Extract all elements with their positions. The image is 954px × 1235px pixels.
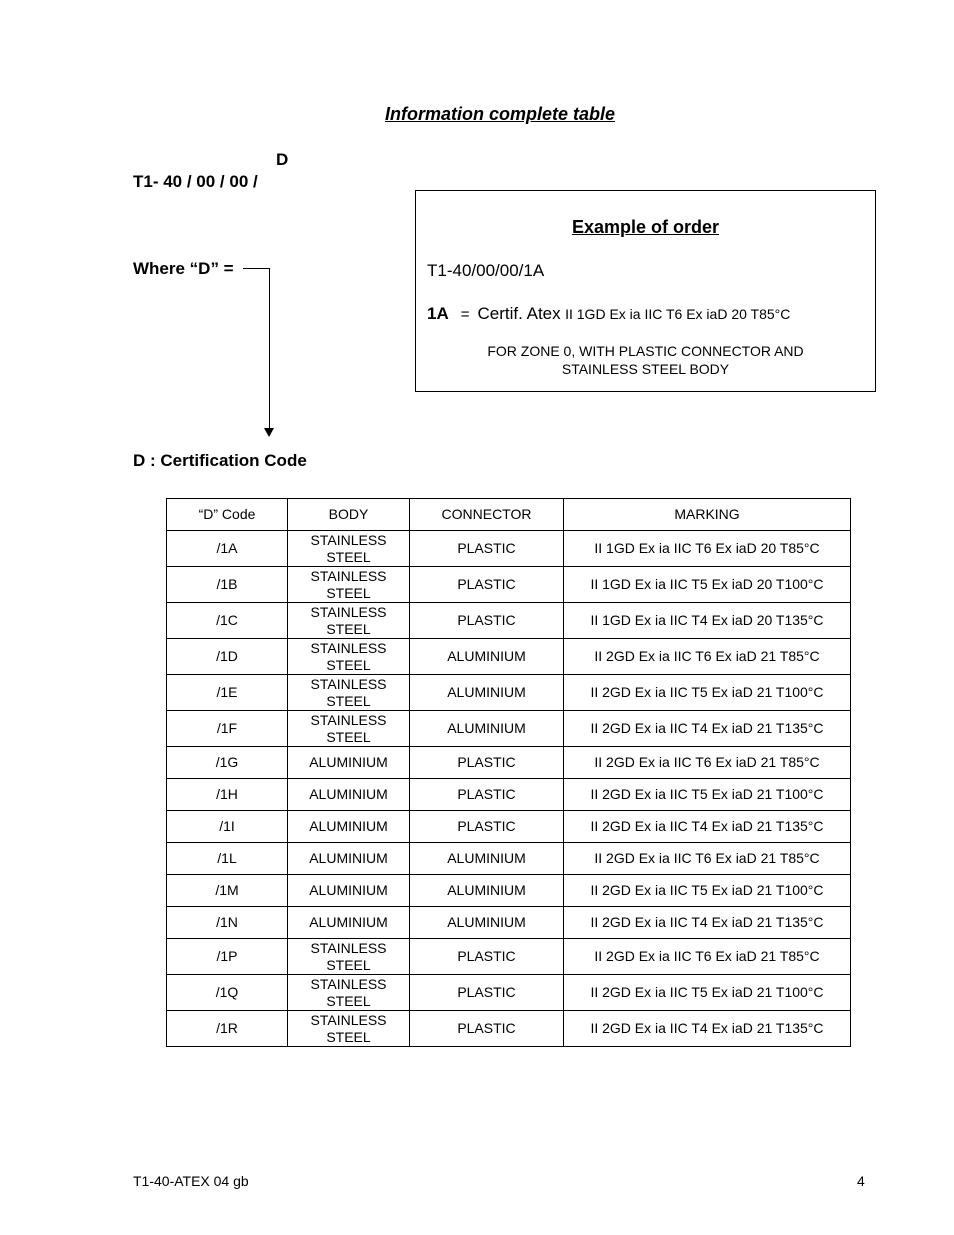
cell-code: /1H (167, 779, 288, 811)
cell-body (288, 603, 410, 639)
cell-code: /1A (167, 531, 288, 567)
cell-connector: PLASTIC (410, 567, 564, 603)
cell-body-line: ALUMINIUM (309, 818, 388, 834)
cell-body (288, 779, 410, 811)
table-row (167, 779, 851, 811)
cell-body-line: STEEL (326, 956, 371, 973)
cell-marking: II 1GD Ex ia IIC T4 Ex iaD 20 T135°C (564, 603, 851, 639)
cell-code: /1Q (167, 975, 288, 1011)
table-row (167, 811, 851, 843)
cell-connector: PLASTIC (410, 1011, 564, 1047)
table-row (167, 747, 851, 779)
cell-code: /1G (167, 747, 288, 779)
cell-code: /1M (167, 875, 288, 907)
cell-body-line: STAINLESS (310, 1011, 387, 1028)
cell-connector: PLASTIC (410, 939, 564, 975)
cell-marking: II 1GD Ex ia IIC T6 Ex iaD 20 T85°C (564, 531, 851, 567)
footer-doc-id: T1-40-ATEX 04 gb (133, 1173, 249, 1189)
code-letter: D (276, 150, 289, 169)
cell-connector: ALUMINIUM (410, 875, 564, 907)
order-description-line: STAINLESS STEEL BODY (561, 361, 730, 377)
cell-body-line: ALUMINIUM (309, 754, 388, 770)
order-example-line (427, 304, 790, 324)
cell-body-line: STEEL (326, 656, 371, 673)
table-row (167, 711, 851, 747)
cell-connector: PLASTIC (410, 779, 564, 811)
cell-body-line: STAINLESS (310, 975, 387, 992)
cell-marking: II 2GD Ex ia IIC T4 Ex iaD 21 T135°C (564, 711, 851, 747)
arrow-down-icon (264, 428, 274, 437)
cell-body (288, 675, 410, 711)
cell-connector: PLASTIC (410, 975, 564, 1011)
table-row (167, 603, 851, 639)
cell-code: /1R (167, 1011, 288, 1047)
cell-body (288, 639, 410, 675)
cell-body-line: STAINLESS (310, 675, 387, 692)
connector-line-vertical (269, 268, 270, 428)
cell-marking: II 2GD Ex ia IIC T4 Ex iaD 21 T135°C (564, 1011, 851, 1047)
cell-body (288, 875, 410, 907)
header-connector: CONNECTOR (410, 499, 564, 531)
cell-marking: II 2GD Ex ia IIC T6 Ex iaD 21 T85°C (564, 939, 851, 975)
cell-body (288, 843, 410, 875)
table-row (167, 531, 851, 567)
table-header-row (167, 499, 851, 531)
cell-body (288, 1011, 410, 1047)
cell-code: /1B (167, 567, 288, 603)
cell-body-line: STEEL (326, 584, 371, 601)
order-example-title: Example of order (571, 217, 720, 237)
table-row (167, 843, 851, 875)
order-marking: II 1GD Ex ia IIC T6 Ex iaD 20 T85°C (565, 306, 791, 322)
cell-code: /1P (167, 939, 288, 975)
connector-line-horizontal (243, 268, 270, 269)
cell-marking: II 2GD Ex ia IIC T6 Ex iaD 21 T85°C (564, 747, 851, 779)
cell-code: /1N (167, 907, 288, 939)
cell-code: /1L (167, 843, 288, 875)
certification-code-table (166, 498, 851, 1047)
cell-marking: II 2GD Ex ia IIC T5 Ex iaD 21 T100°C (564, 875, 851, 907)
cell-marking: II 2GD Ex ia IIC T5 Ex iaD 21 T100°C (564, 975, 851, 1011)
order-cert-label: Certif. Atex (477, 304, 561, 323)
cell-marking: II 2GD Ex ia IIC T6 Ex iaD 21 T85°C (564, 843, 851, 875)
order-equals: = (460, 306, 470, 323)
cell-marking: II 1GD Ex ia IIC T5 Ex iaD 20 T100°C (564, 567, 851, 603)
cell-connector: PLASTIC (410, 811, 564, 843)
cell-body-line: STEEL (326, 620, 371, 637)
cell-body-line: ALUMINIUM (309, 914, 388, 930)
cell-body (288, 567, 410, 603)
cell-connector: PLASTIC (410, 747, 564, 779)
cell-marking: II 2GD Ex ia IIC T6 Ex iaD 21 T85°C (564, 639, 851, 675)
cell-body-line: STAINLESS (310, 639, 387, 656)
cell-connector: PLASTIC (410, 531, 564, 567)
certification-heading: D : Certification Code (133, 451, 307, 470)
cell-code: /1E (167, 675, 288, 711)
cell-connector: ALUMINIUM (410, 907, 564, 939)
cell-body (288, 531, 410, 567)
cell-body-line: ALUMINIUM (309, 882, 388, 898)
cell-connector: PLASTIC (410, 603, 564, 639)
order-description-line: FOR ZONE 0, WITH PLASTIC CONNECTOR AND (487, 343, 804, 359)
cell-body (288, 711, 410, 747)
cell-body-line: STEEL (326, 992, 371, 1009)
cell-connector: ALUMINIUM (410, 843, 564, 875)
cell-body-line: STAINLESS (310, 711, 387, 728)
cell-body (288, 907, 410, 939)
cell-body (288, 811, 410, 843)
cell-body-line: STEEL (326, 548, 371, 565)
table-row (167, 975, 851, 1011)
order-example-code: T1-40/00/00/1A (427, 261, 545, 280)
order-description (416, 342, 875, 378)
cell-body-line: STAINLESS (310, 603, 387, 620)
code-pattern: T1- 40 / 00 / 00 / (133, 172, 258, 191)
table-row (167, 1011, 851, 1047)
cell-body (288, 975, 410, 1011)
cell-body (288, 939, 410, 975)
cell-body (288, 747, 410, 779)
header-body: BODY (288, 499, 410, 531)
table-row (167, 675, 851, 711)
cell-code: /1C (167, 603, 288, 639)
table-row (167, 939, 851, 975)
cell-body-line: ALUMINIUM (309, 786, 388, 802)
cell-body-line: STEEL (326, 1028, 371, 1045)
cell-connector: ALUMINIUM (410, 675, 564, 711)
cell-connector: ALUMINIUM (410, 711, 564, 747)
cell-code: /1D (167, 639, 288, 675)
footer-page-number: 4 (857, 1173, 865, 1189)
cell-body-line: STAINLESS (310, 567, 387, 584)
cell-body-line: STEEL (326, 692, 371, 709)
table-row (167, 567, 851, 603)
table-row (167, 907, 851, 939)
cell-body-line: STEEL (326, 728, 371, 745)
cell-marking: II 2GD Ex ia IIC T4 Ex iaD 21 T135°C (564, 811, 851, 843)
table-row (167, 875, 851, 907)
order-example-box (415, 190, 876, 392)
cell-connector: ALUMINIUM (410, 639, 564, 675)
cell-marking: II 2GD Ex ia IIC T4 Ex iaD 21 T135°C (564, 907, 851, 939)
order-key: 1A (427, 304, 449, 323)
cell-body-line: STAINLESS (310, 939, 387, 956)
header-marking: MARKING (564, 499, 851, 531)
where-label: Where “D” = (133, 259, 234, 278)
cell-code: /1I (167, 811, 288, 843)
cell-code: /1F (167, 711, 288, 747)
cell-marking: II 2GD Ex ia IIC T5 Ex iaD 21 T100°C (564, 779, 851, 811)
cell-body-line: ALUMINIUM (309, 850, 388, 866)
page-title: Information complete table (384, 104, 616, 124)
header-d-code: “D” Code (167, 499, 288, 531)
table-row (167, 639, 851, 675)
cell-marking: II 2GD Ex ia IIC T5 Ex iaD 21 T100°C (564, 675, 851, 711)
cell-body-line: STAINLESS (310, 531, 387, 548)
